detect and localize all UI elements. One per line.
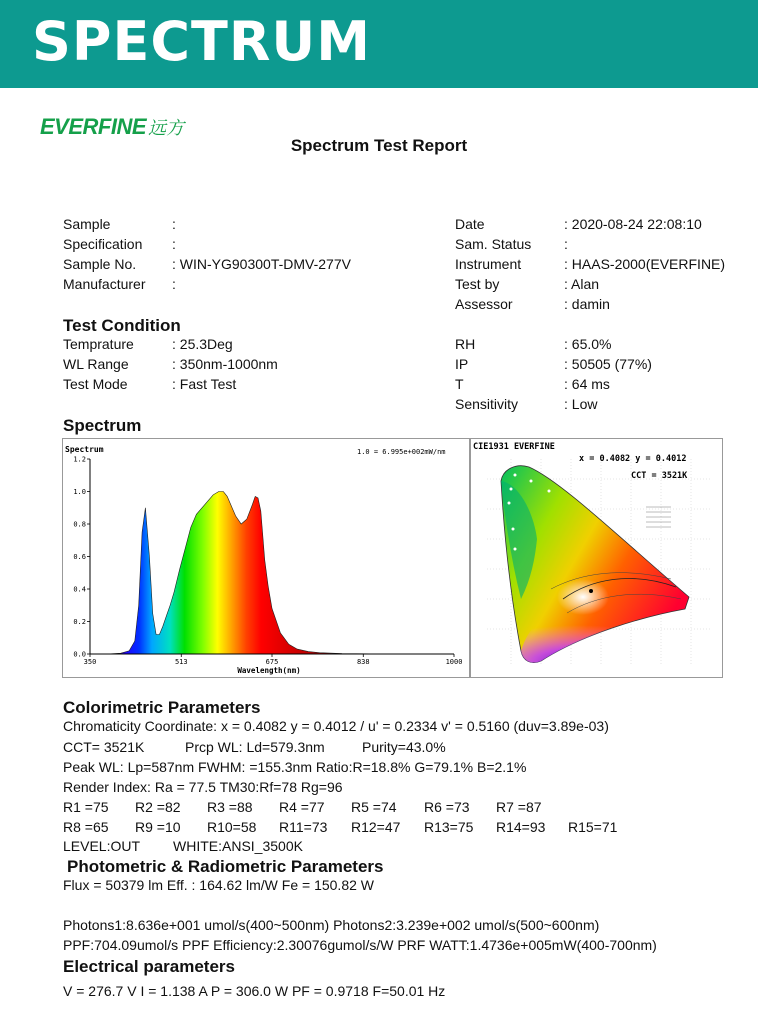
info-label: Date bbox=[455, 216, 485, 232]
ri-value: R7 =87 bbox=[496, 799, 542, 815]
render-index-line: Render Index: Ra = 77.5 TM30:Rf=78 Rg=96 bbox=[63, 779, 343, 795]
info-value: : bbox=[564, 236, 568, 252]
info-label: Sam. Status bbox=[455, 236, 532, 252]
cie-legend-lines bbox=[646, 507, 671, 527]
prcp-wl-value: Prcp WL: Ld=579.3nm bbox=[185, 739, 325, 755]
info-label: Manufacturer bbox=[63, 276, 146, 292]
x-tick-label: 675 bbox=[265, 658, 279, 666]
x-ticks bbox=[84, 654, 463, 666]
cie-white-point bbox=[557, 579, 609, 615]
info-value: : damin bbox=[564, 296, 610, 312]
chromaticity-point bbox=[589, 589, 593, 593]
chart-title: Spectrum bbox=[65, 445, 104, 454]
info-value: : bbox=[172, 216, 176, 232]
flux-line: Flux = 50379 lm Eff. : 164.62 lm/W Fe = 150.82 W bbox=[63, 877, 375, 893]
chart-annotation: 1.0 = 6.995e+002mW/nm bbox=[357, 448, 446, 456]
y-ticks bbox=[73, 456, 90, 659]
ri-value: R8 =65 bbox=[63, 819, 109, 835]
ppf-line: PPF:704.09umol/s PPF Efficiency:2.30076gumol/s/W PRF WATT:1.4736e+005mW(400-700nm) bbox=[63, 937, 657, 953]
chromaticity-line: Chromaticity Coordinate: x = 0.4082 y = 0.4012 / u' = 0.2334 v' = 0.5160 (duv=3.89e-03) bbox=[63, 718, 609, 734]
ri-value: R14=93 bbox=[496, 819, 546, 835]
info-label: Assessor bbox=[455, 296, 513, 312]
ri-value: R4 =77 bbox=[279, 799, 325, 815]
logo-latin-text: EVERFINE bbox=[40, 114, 147, 139]
report-title: Spectrum Test Report bbox=[290, 136, 468, 155]
white-value: WHITE:ANSI_3500K bbox=[173, 838, 303, 854]
ri-value: R15=71 bbox=[568, 819, 618, 835]
cie-xy-annotation: x = 0.4082 y = 0.4012 bbox=[579, 454, 687, 464]
info-value: : 2020-08-24 22:08:10 bbox=[564, 216, 702, 232]
spectrum-heading: Spectrum bbox=[63, 416, 142, 435]
x-tick-label: 1000 bbox=[445, 658, 463, 666]
ri-value: R10=58 bbox=[207, 819, 257, 835]
condition-label: IP bbox=[455, 356, 469, 372]
y-tick-label: 1.2 bbox=[73, 455, 86, 464]
ri-value: R6 =73 bbox=[424, 799, 470, 815]
spectrum-chart bbox=[62, 438, 470, 678]
info-label: Sample bbox=[63, 216, 111, 232]
condition-label: RH bbox=[455, 336, 476, 352]
spectrum-plot bbox=[63, 439, 469, 677]
info-label: Instrument bbox=[455, 256, 522, 272]
info-value: : HAAS-2000(EVERFINE) bbox=[564, 256, 726, 272]
x-axis-label: Wavelength(nm) bbox=[237, 666, 301, 675]
ri-value: R13=75 bbox=[424, 819, 474, 835]
condition-value: : 350nm-1000nm bbox=[172, 356, 278, 372]
test-condition-heading: Test Condition bbox=[63, 316, 181, 335]
info-value: : WIN-YG90300T-DMV-277V bbox=[172, 256, 351, 272]
condition-value: : 65.0% bbox=[564, 336, 612, 352]
peak-wl-line: Peak WL: Lp=587nm FWHM: =155.3nm Ratio:R=18.8% G=79.1% B=2.1% bbox=[63, 759, 527, 775]
electrical-heading: Electrical parameters bbox=[63, 957, 235, 976]
ri-value: R9 =10 bbox=[135, 819, 181, 835]
y-tick-label: 0.0 bbox=[73, 650, 86, 659]
colorimetric-heading: Colorimetric Parameters bbox=[63, 698, 261, 717]
y-tick-label: 0.8 bbox=[73, 520, 86, 529]
logo-cjk-text: 远方 bbox=[148, 118, 185, 139]
ri-value: R3 =88 bbox=[207, 799, 253, 815]
ri-value: R2 =82 bbox=[135, 799, 181, 815]
ri-value: R12=47 bbox=[351, 819, 401, 835]
cct-value: CCT= 3521K bbox=[63, 739, 145, 755]
condition-label: Sensitivity bbox=[455, 396, 519, 412]
info-value: : Alan bbox=[564, 276, 600, 292]
ri-value: R5 =74 bbox=[351, 799, 397, 815]
info-label: Sample No. bbox=[63, 256, 137, 272]
photometric-heading: Photometric & Radiometric Parameters bbox=[67, 857, 384, 876]
condition-label: T bbox=[455, 376, 464, 392]
condition-label: Test Mode bbox=[63, 376, 128, 392]
x-tick-label: 350 bbox=[83, 658, 97, 666]
y-tick-label: 0.2 bbox=[73, 618, 86, 626]
banner-title: SPECTRUM bbox=[32, 10, 371, 73]
x-tick-label: 838 bbox=[356, 658, 370, 666]
y-tick-label: 0.6 bbox=[73, 553, 86, 561]
condition-value: : Low bbox=[564, 396, 598, 412]
ri-value: R1 =75 bbox=[63, 799, 109, 815]
cie-chart bbox=[470, 438, 723, 678]
info-label: Specification bbox=[63, 236, 143, 252]
condition-label: WL Range bbox=[63, 356, 129, 372]
level-value: LEVEL:OUT bbox=[63, 838, 141, 854]
info-value: : bbox=[172, 236, 176, 252]
condition-label: Temprature bbox=[63, 336, 134, 352]
cie-plot bbox=[471, 439, 722, 677]
cie-title: CIE1931 EVERFINE bbox=[473, 442, 555, 452]
condition-value: : 50505 (77%) bbox=[564, 356, 652, 372]
y-tick-label: 0.4 bbox=[73, 585, 86, 594]
x-tick-label: 513 bbox=[174, 658, 188, 666]
cie-cct-annotation: CCT = 3521K bbox=[631, 471, 688, 481]
ri-value: R11=73 bbox=[279, 819, 328, 835]
photons-line: Photons1:8.636e+001 umol/s(400~500nm) Photons2:3.239e+002 umol/s(500~600nm) bbox=[63, 917, 600, 933]
electrical-line: V = 276.7 V I = 1.138 A P = 306.0 W PF = 0.9718 F=50.01 Hz bbox=[63, 983, 446, 999]
purity-value: Purity=43.0% bbox=[362, 739, 446, 755]
condition-value: : 25.3Deg bbox=[172, 336, 233, 352]
y-tick-label: 1.0 bbox=[73, 488, 86, 496]
header-banner bbox=[0, 0, 758, 88]
condition-value: : 64 ms bbox=[564, 376, 610, 392]
condition-value: : Fast Test bbox=[172, 376, 237, 392]
info-value: : bbox=[172, 276, 176, 292]
info-label: Test by bbox=[455, 276, 500, 292]
